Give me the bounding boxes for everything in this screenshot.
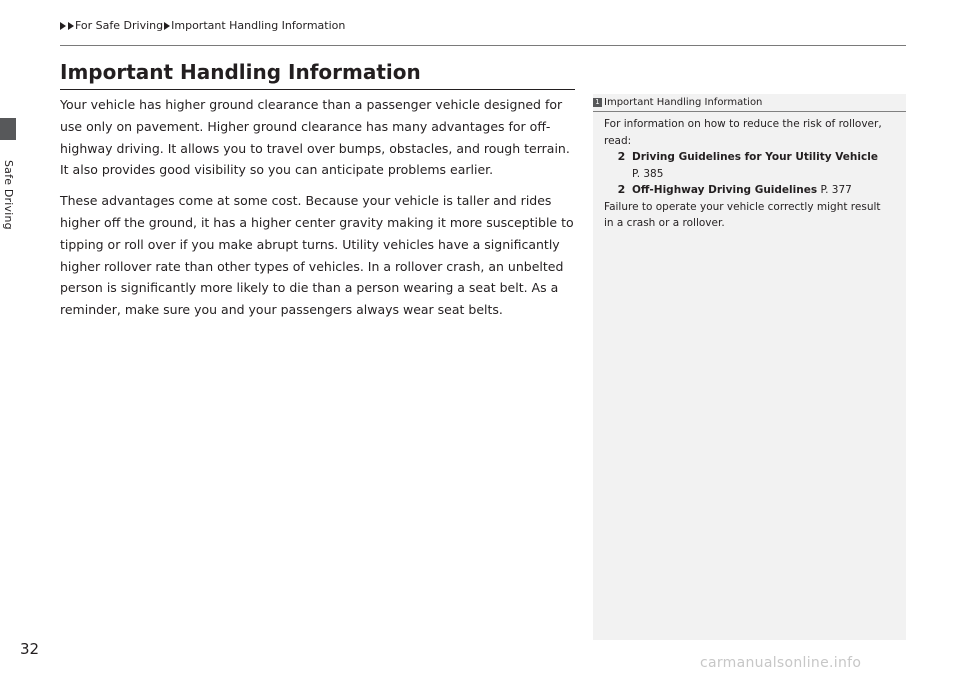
note-warning-line: in a crash or a rollover. (604, 217, 725, 229)
cross-reference-title[interactable]: Off-Highway Driving Guidelines (632, 184, 818, 196)
cross-reference-page[interactable]: P. 377 (820, 184, 852, 196)
note-warning-line: Failure to operate your vehicle correctly might result (604, 200, 881, 213)
cross-reference-icon: 2 (617, 150, 626, 163)
page-title: Important Handling Information (60, 60, 421, 84)
cross-reference-off-highway[interactable] (604, 182, 900, 199)
cross-reference-title[interactable]: Driving Guidelines for Your Utility Vehicle (632, 151, 878, 163)
breadcrumb-item-important-handling[interactable]: Important Handling Information (171, 19, 346, 32)
note-intro-line: For information on how to reduce the risk of rollover, (604, 118, 882, 130)
breadcrumb-arrow-icon (164, 22, 170, 30)
side-note-title: Important Handling Information (604, 97, 763, 108)
breadcrumb-arrow-icon (60, 22, 66, 30)
section-side-label: Safe Driving (2, 160, 15, 230)
note-marker-icon: 1 (593, 98, 602, 107)
main-content (60, 94, 580, 330)
side-note-panel (593, 94, 906, 640)
cross-reference-driving-guidelines[interactable] (604, 149, 900, 166)
page-number: 32 (20, 640, 40, 658)
side-note-header (593, 94, 906, 112)
title-underline (60, 89, 575, 90)
paragraph-costs: These advantages come at some cost. Because your vehicle is taller and rides higher off the ground, it has a higher center gravity making it more susceptible to tipping or roll over if you make abrupt turns. Utility vehicles have a significantly higher rollover rate than other types of vehicles. In a rollover crash, an unbelted person is significantly more likely to die than a person wearing a seat belt. As a reminder, make sure you and your passengers always wear seat belts. (60, 193, 574, 318)
section-tab-marker (0, 118, 16, 140)
note-intro-line: read: (604, 134, 632, 147)
side-note-body (604, 116, 900, 232)
breadcrumb-arrow-icon (68, 22, 74, 30)
breadcrumb (60, 19, 346, 32)
cross-reference-icon: 2 (617, 183, 626, 196)
cross-reference-page[interactable]: P. 385 (632, 167, 664, 180)
header-divider (60, 45, 906, 46)
breadcrumb-item-for-safe-driving[interactable]: For Safe Driving (75, 19, 164, 32)
paragraph-advantages: Your vehicle has higher ground clearance than a passenger vehicle designed for use only on pavement. Higher ground clearance has many advantages for off-highway driving. It allows you to travel over bumps, obstacles, and rough terrain. It also provides good visibility so you can anticipate problems earlier. (60, 97, 570, 178)
watermark-text: carmanualsonline.info (700, 655, 862, 671)
